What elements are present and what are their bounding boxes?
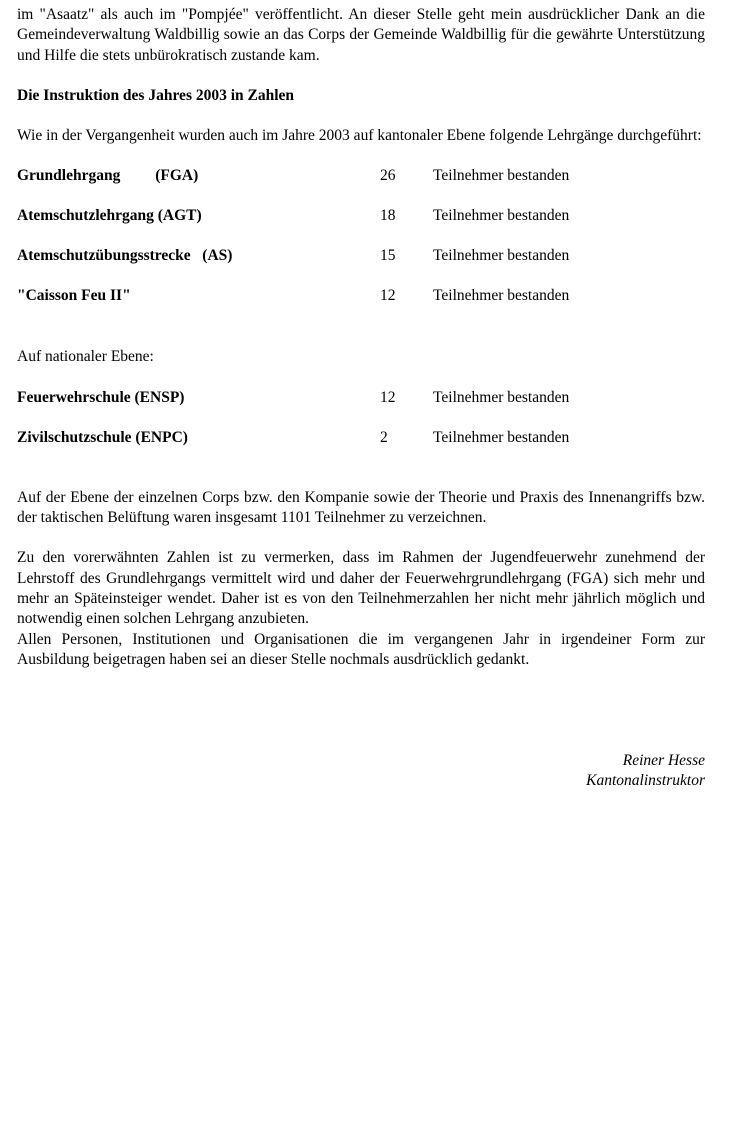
course-row: [17, 388, 705, 408]
intro-paragraph: Wie in der Vergangenheit wurden auch im Jahre 2003 auf kantonaler Ebene folgende Lehrgänge durchgeführt:: [17, 127, 702, 145]
course-name: Atemschutzübungsstrecke (AS): [17, 247, 233, 265]
course-count: 26: [380, 167, 396, 185]
course-name: Grundlehrgang (FGA): [17, 167, 199, 185]
course-result: Teilnehmer bestanden: [433, 167, 570, 185]
national-courses-list: [17, 388, 705, 448]
national-level-label: Auf nationaler Ebene:: [17, 348, 154, 366]
section-heading: Die Instruktion des Jahres 2003 in Zahlen: [17, 86, 295, 104]
course-name: "Caisson Feu II": [17, 287, 131, 305]
course-row: [17, 286, 705, 306]
document-page: [17, 5, 705, 792]
course-result: Teilnehmer bestanden: [433, 207, 570, 225]
remarks-paragraph: Zu den vorerwähnten Zahlen ist zu vermerken, dass im Rahmen der Jugendfeuerwehr zunehmend der Lehrstoff des Grundlehrgangs vermittelt wird und daher der Feuerwehrgrundlehrgang (FGA) sich mehr und mehr an Späteinsteiger wendet. Daher ist es von den Teilnehmerzahlen her nicht mehr jährlich möglich und notwendig einen solchen Lehrgang anzubieten.: [17, 549, 705, 628]
course-result: Teilnehmer bestanden: [433, 388, 570, 406]
course-result: Teilnehmer bestanden: [433, 428, 570, 446]
thanks-paragraph: Allen Personen, Institutionen und Organisationen die im vergangenen Jahr in irgendeiner Form zur Ausbildung beigetragen haben sei an dieser Stelle nochmals ausdrücklich gedankt.: [17, 630, 705, 668]
course-count: 18: [380, 207, 396, 225]
course-row: [17, 166, 705, 186]
signature-block: [17, 751, 705, 792]
course-row: [17, 206, 705, 226]
course-count: 12: [380, 388, 396, 406]
signature-title: Kantonalinstruktor: [586, 772, 705, 790]
course-name: Atemschutzlehrgang (AGT): [17, 207, 202, 225]
course-count: 2: [380, 428, 388, 446]
course-row: [17, 428, 705, 448]
course-count: 15: [380, 247, 396, 265]
cantonal-courses-list: [17, 166, 705, 306]
course-row: [17, 246, 705, 266]
opening-paragraph: im "Asaatz" als auch im "Pompjée" veröffentlicht. An dieser Stelle geht mein ausdrücklicher Dank an die Gemeindeverwaltung Waldbillig sowie an das Corps der Gemeinde Waldbillig für die gewährte Unterstützung und Hilfe die stets unbürokratisch zustande kam.: [17, 6, 705, 64]
course-name: Feuerwehrschule (ENSP): [17, 388, 185, 406]
corps-paragraph: Auf der Ebene der einzelnen Corps bzw. den Kompanie sowie der Theorie und Praxis des Innenangriffs bzw. der taktischen Belüftung waren insgesamt 1101 Teilnehmer zu verzeichnen.: [17, 488, 705, 527]
course-result: Teilnehmer bestanden: [433, 247, 570, 265]
course-name: Zivilschutzschule (ENPC): [17, 428, 188, 446]
signature-name: Reiner Hesse: [622, 752, 705, 770]
course-count: 12: [380, 287, 396, 305]
course-result: Teilnehmer bestanden: [433, 287, 570, 305]
